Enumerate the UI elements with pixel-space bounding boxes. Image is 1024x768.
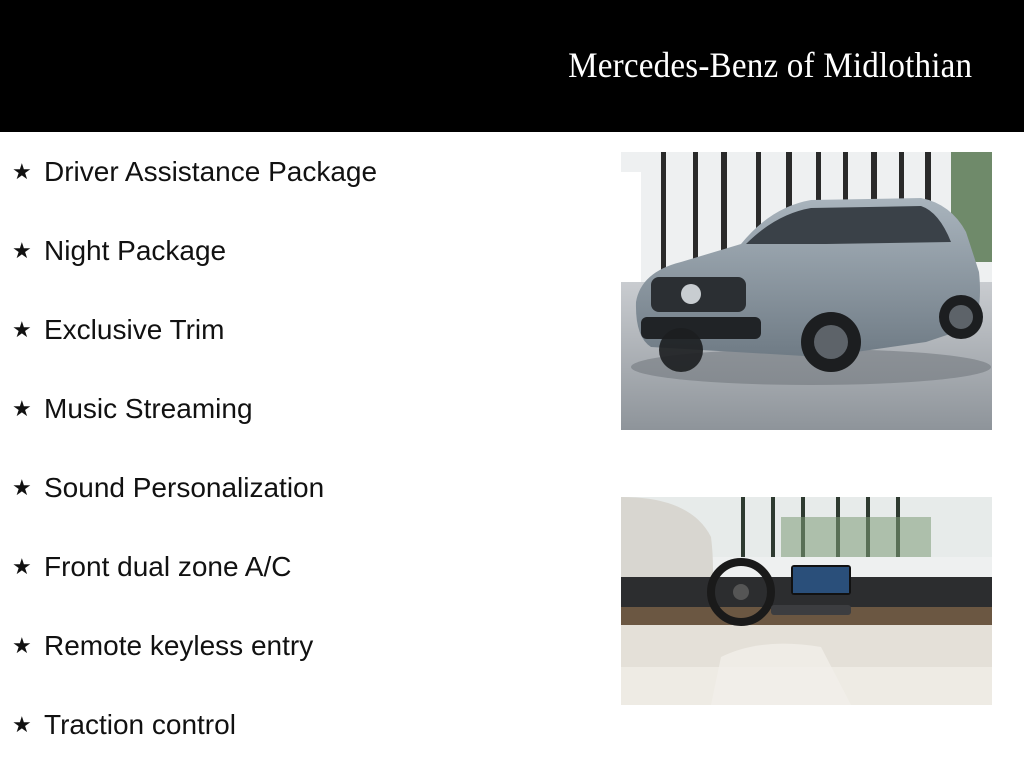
star-icon: ★ xyxy=(12,554,32,579)
feature-item xyxy=(12,389,253,429)
dealer-name: Mercedes-Benz of Midlothian xyxy=(567,45,972,85)
feature-label: Sound Personalization xyxy=(44,472,325,503)
feature-item xyxy=(12,705,236,745)
feature-label: Remote keyless entry xyxy=(44,630,314,661)
feature-item xyxy=(12,152,377,192)
star-icon: ★ xyxy=(12,238,32,263)
feature-item xyxy=(12,468,324,508)
feature-label: Night Package xyxy=(44,235,227,266)
star-icon: ★ xyxy=(12,475,32,500)
star-icon: ★ xyxy=(12,633,32,658)
feature-item xyxy=(12,231,226,271)
feature-item xyxy=(12,547,291,587)
star-icon: ★ xyxy=(12,317,32,342)
feature-label: Traction control xyxy=(44,709,236,740)
exterior-photo xyxy=(621,152,992,430)
feature-item xyxy=(12,310,224,350)
feature-item xyxy=(12,626,313,666)
star-icon: ★ xyxy=(12,159,32,184)
feature-label: Exclusive Trim xyxy=(44,314,225,345)
feature-label: Front dual zone A/C xyxy=(44,551,292,582)
interior-photo xyxy=(621,497,992,705)
feature-label: Music Streaming xyxy=(44,393,253,424)
feature-label: Driver Assistance Package xyxy=(44,156,378,187)
star-icon: ★ xyxy=(12,712,32,737)
star-icon: ★ xyxy=(12,396,32,421)
